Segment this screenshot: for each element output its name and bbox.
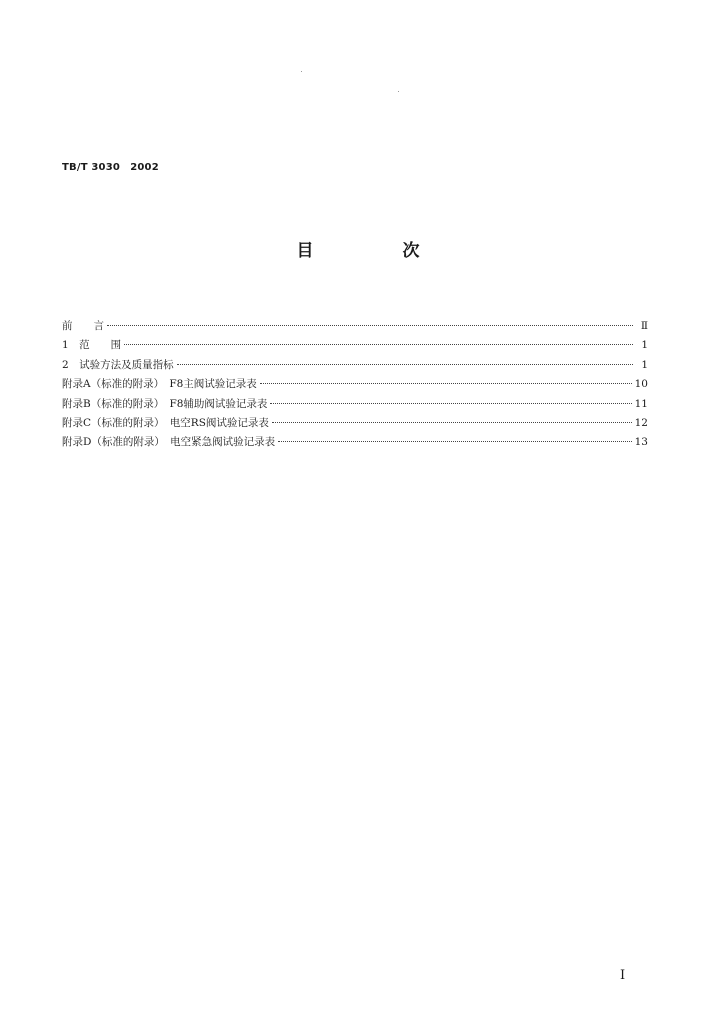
toc-entry-appendix-c[interactable] (62, 414, 648, 433)
toc-entry-page: 1 (641, 358, 648, 371)
toc-entry-page: 1 (641, 339, 648, 352)
toc-entry-page: Ⅱ (640, 320, 648, 332)
standard-code: TB/T 3030 2002 (62, 162, 159, 173)
toc-entry-label: 附录B（标准的附录） F8辅助阀试验记录表 (62, 397, 268, 410)
toc-entry-appendix-a[interactable] (62, 375, 648, 394)
toc-entry-label: 2 试验方法及质量指标 (62, 358, 174, 371)
dot-leader (177, 364, 633, 365)
toc-entry-appendix-b[interactable] (62, 395, 648, 414)
toc-entry-label: 1 范 围 (62, 339, 122, 352)
toc-entry-label: 附录C（标准的附录） 电空RS阀试验记录表 (62, 416, 269, 429)
dot-leader (124, 344, 633, 345)
toc-entry-appendix-d[interactable] (62, 433, 648, 452)
dot-leader (278, 441, 631, 442)
table-of-contents (62, 317, 648, 453)
dot-leader (272, 422, 632, 423)
toc-entry-page: 13 (634, 436, 648, 449)
toc-title: 目 次 (296, 241, 456, 261)
page-number: I (620, 968, 626, 983)
toc-entry-label: 附录D（标准的附录） 电空紧急阀试验记录表 (62, 436, 276, 449)
toc-entry-page: 10 (634, 378, 648, 391)
scan-speck (301, 71, 302, 72)
scan-speck (398, 91, 399, 92)
toc-entry-test-methods[interactable] (62, 356, 648, 375)
toc-entry-page: 11 (634, 397, 648, 410)
toc-entry-label: 前 言 (62, 320, 104, 332)
toc-entry-scope[interactable] (62, 336, 648, 355)
dot-leader (260, 383, 632, 384)
dot-leader (270, 403, 631, 404)
dot-leader (107, 325, 633, 326)
toc-entry-label: 附录A（标准的附录） F8主阀试验记录表 (62, 378, 257, 391)
toc-entry-page: 12 (634, 416, 648, 429)
toc-entry-foreword[interactable] (62, 317, 648, 336)
